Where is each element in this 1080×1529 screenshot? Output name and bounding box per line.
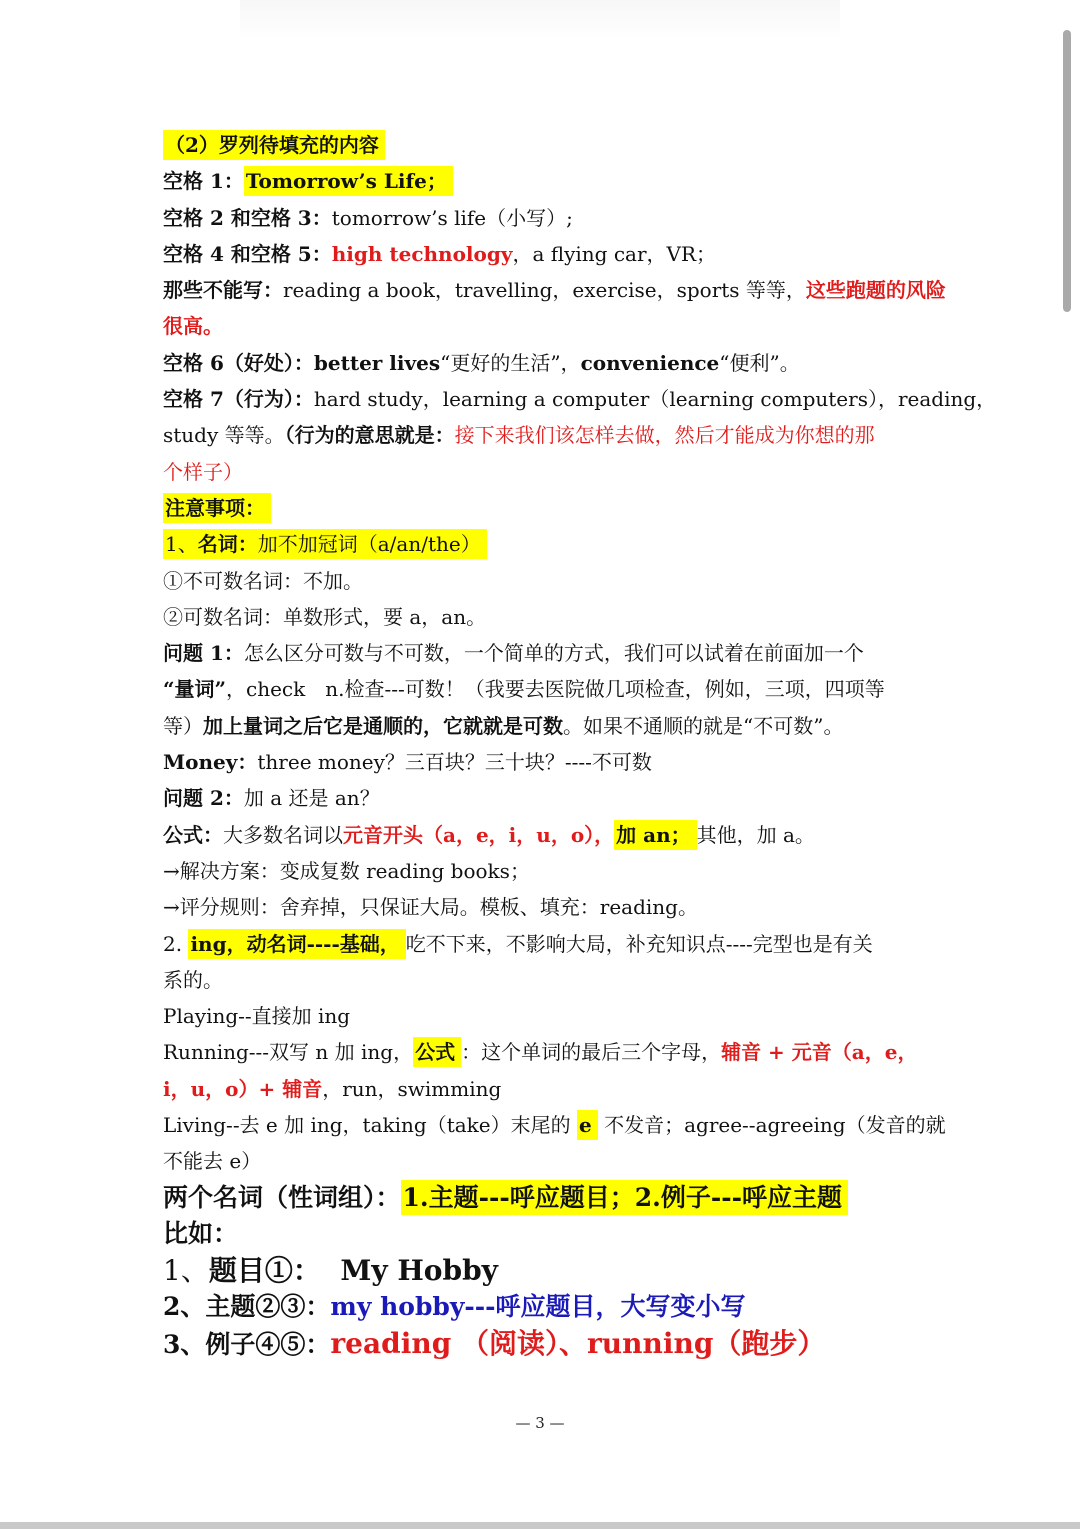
item2-line-2: 系的。 [163, 967, 223, 992]
bottom-bar [0, 1522, 1080, 1529]
question1-line-3: 等）加上量词之后它是通顺的，它就就是可数。如果不通顺的就是“不可数”。 [163, 713, 844, 738]
money-line: Money：three money？三百块？三十块？----不可数 [163, 750, 652, 775]
question2-line: 问题 2：加 a 还是 an？ [163, 786, 380, 811]
cannot-write-line: 那些不能写：reading a book，travelling，exercise，sports 等等，这些跑题的风险 [163, 278, 946, 303]
item2-line: 2. ing，动名词----基础， 吃不下来，不影响大局，补充知识点----完型也是有关 [163, 926, 923, 962]
countable-line: ②可数名词：单数形式，要 a，an。 [163, 604, 487, 629]
example2-line: 2、主题②③：my hobby---呼应题目，大写变小写 [163, 1291, 746, 1321]
two-nouns-line: 两个名词（性词组）：1.主题---呼应题目；2.例子---呼应主题 [163, 1180, 923, 1216]
blank45-line: 空格 4 和空格 5：high technology，a flying car，VR； [163, 241, 717, 266]
blank6-line: 空格 6（好处）：better lives“更好的生活”，convenience“便利”。 [163, 350, 800, 375]
scoring-line: →评分规则：舍弃掉，只保证大局。模板、填充：reading。 [163, 895, 698, 920]
vertical-scrollbar[interactable] [1063, 30, 1071, 312]
blank23-line: 空格 2 和空格 3：tomorrow’s life（小写）; [163, 205, 573, 230]
blank7-line-2: study 等等。（行为的意思就是：接下来我们该怎样去做，然后才能成为你想的那 [163, 423, 875, 448]
top-shade [240, 0, 840, 40]
notes-title: 注意事项： [163, 490, 923, 526]
example3-line: 3、例子④⑤：reading （阅读）、running（跑步） [163, 1326, 826, 1360]
blank1-line: 空格 1： Tomorrow’s Life； [163, 163, 923, 199]
formula-line: 公式：大多数名词以元音开头（a，e，i，u，o）， 加 an； 其他，加 a。 [163, 817, 923, 853]
living-line-2: 不能去 e） [163, 1149, 262, 1174]
running-line-2: i，u，o）+ 辅音，run，swimming [163, 1076, 502, 1101]
question1-line: 问题 1：怎么区分可数与不可数，一个简单的方式，我们可以试着在前面加一个 [163, 641, 864, 666]
item1-line: 1、名词：加不加冠词（a/an/the） [163, 526, 923, 562]
section-title: （2）罗列待填充的内容 [163, 127, 923, 163]
living-line: Living--去 e 加 ing，taking（take）末尾的 e 不发音；agree--agreeing（发音的就 [163, 1107, 923, 1143]
blank7-line-3: 个样子） [163, 459, 243, 484]
cannot-write-line-2: 很高。 [163, 314, 223, 339]
solution-line: →解决方案：变成复数 reading books； [163, 858, 530, 883]
example-label: 比如： [163, 1218, 239, 1248]
document-content [163, 127, 997, 1363]
uncountable-line: ①不可数名词：不加。 [163, 568, 363, 593]
question1-line-2: “量词”，check n.检查---可数！（我要去医院做几项检查，例如，三项，四项等 [163, 677, 885, 702]
playing-line: Playing--直接加 ing [163, 1004, 351, 1029]
example1-line: 1、题目①： My Hobby [163, 1253, 498, 1287]
page-number: — 3 — [515, 1414, 565, 1432]
blank7-line: 空格 7（行为）：hard study，learning a computer（learning computers），reading， [163, 387, 997, 412]
running-line: Running---双写 n 加 ing， 公式 ：这个单词的最后三个字母，辅音 + 元音（a，e， [163, 1034, 923, 1070]
